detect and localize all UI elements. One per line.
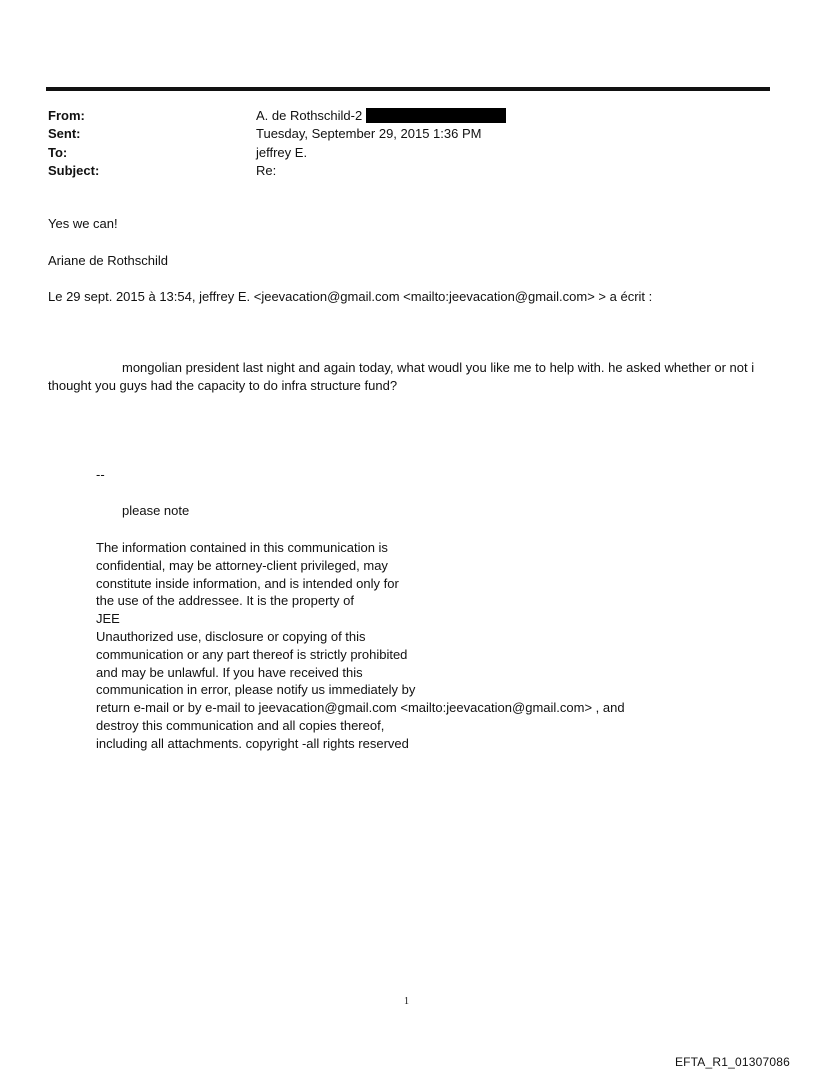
disclaimer-line: and may be unlawful. If you have received this — [96, 664, 363, 680]
disclaimer-line: Unauthorized use, disclosure or copying of this — [96, 628, 366, 644]
disclaimer-line: communication or any part thereof is strictly prohibited — [96, 646, 408, 662]
disclaimer-line: the use of the addressee. It is the property of — [96, 593, 354, 609]
from-value — [256, 108, 506, 124]
disclaimer-line: constitute inside information, and is intended only for — [96, 575, 399, 591]
disclaimer-line: including all attachments. copyright -all rights reserved — [96, 735, 409, 751]
page-number: 1 — [404, 996, 409, 1007]
signature: Ariane de Rothschild — [48, 253, 168, 268]
disclaimer-line: JEE — [96, 611, 120, 627]
reply-line: Yes we can! — [48, 216, 118, 231]
disclaimer-line: The information contained in this communication is — [96, 540, 388, 555]
to-value: jeffrey E. — [256, 145, 308, 160]
from-label: From: — [48, 108, 85, 123]
header-divider — [46, 87, 770, 91]
disclaimer-line: confidential, may be attorney-client privileged, may — [96, 557, 388, 573]
quote-header: Le 29 sept. 2015 à 13:54, jeffrey E. <jeevacation@gmail.com <mailto:jeevacation@gmail.com> > a écrit : — [48, 289, 653, 304]
redaction-block — [366, 108, 506, 123]
from-name: A. de Rothschild-2 — [256, 108, 363, 123]
subject-value: Re: — [256, 163, 277, 178]
disclaimer-line: return e-mail or by e-mail to jeevacation@gmail.com <mailto:jeevacation@gmail.com> , and — [96, 700, 625, 716]
document-id: EFTA_R1_01307086 — [674, 1055, 790, 1069]
to-label: To: — [48, 145, 68, 160]
disclaimer-line: communication in error, please notify us immediately by — [96, 682, 416, 698]
sent-value: Tuesday, September 29, 2015 1:36 PM — [256, 126, 482, 141]
legal-disclaimer — [96, 539, 696, 753]
signature-separator: -- — [96, 467, 105, 482]
disclaimer-line: destroy this communication and all copies thereof, — [96, 717, 385, 733]
subject-label: Subject: — [48, 163, 100, 178]
sent-label: Sent: — [48, 126, 81, 141]
please-note: please note — [122, 503, 190, 518]
quoted-message: mongolian president last night and again today, what woudl you like me to help with. he asked whether or not i thought you guys had the capacity to do infra structure fund? — [48, 360, 755, 393]
